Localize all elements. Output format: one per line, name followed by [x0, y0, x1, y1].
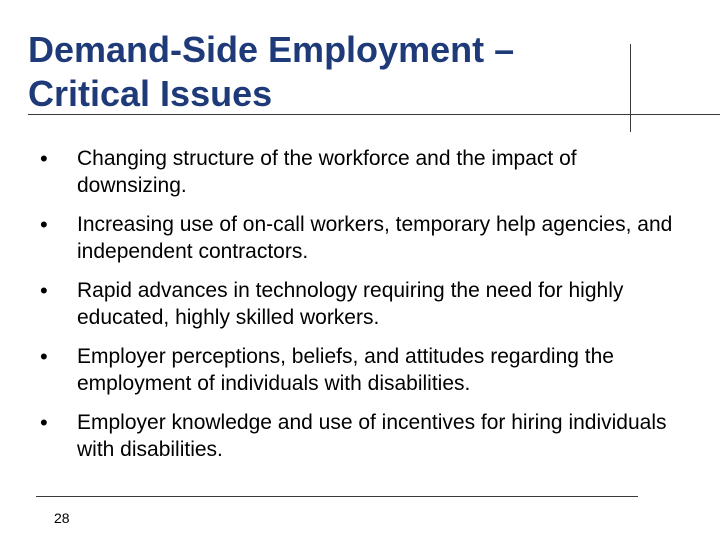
bullet-item — [40, 211, 680, 265]
bullet-text: Increasing use of on-call workers, temporary help agencies, and independent contractors. — [77, 213, 673, 263]
bullet-dot-icon: • — [40, 410, 48, 435]
bullet-dot-icon: • — [40, 278, 48, 303]
slide-title: Demand-Side Employment – Critical Issues — [28, 29, 515, 114]
bullet-item — [40, 145, 680, 199]
bullet-item — [40, 343, 680, 397]
bullet-item — [40, 277, 680, 331]
bullet-item — [40, 409, 680, 463]
bullet-dot-icon: • — [40, 212, 48, 237]
bullet-dot-icon: • — [40, 146, 48, 171]
page-number: 28 — [54, 510, 70, 526]
bullet-dot-icon: • — [40, 344, 48, 369]
footer-divider — [36, 496, 638, 497]
bullet-text: Employer knowledge and use of incentives for hiring individuals with disabilities. — [77, 411, 667, 461]
bullet-list — [40, 145, 680, 475]
bullet-text: Employer perceptions, beliefs, and attitudes regarding the employment of individuals with disabilities. — [77, 345, 614, 395]
vertical-divider — [630, 44, 631, 132]
bullet-text: Rapid advances in technology requiring the need for highly educated, highly skilled workers. — [77, 279, 624, 329]
bullet-text: Changing structure of the workforce and the impact of downsizing. — [77, 147, 577, 197]
title-divider — [28, 114, 720, 115]
